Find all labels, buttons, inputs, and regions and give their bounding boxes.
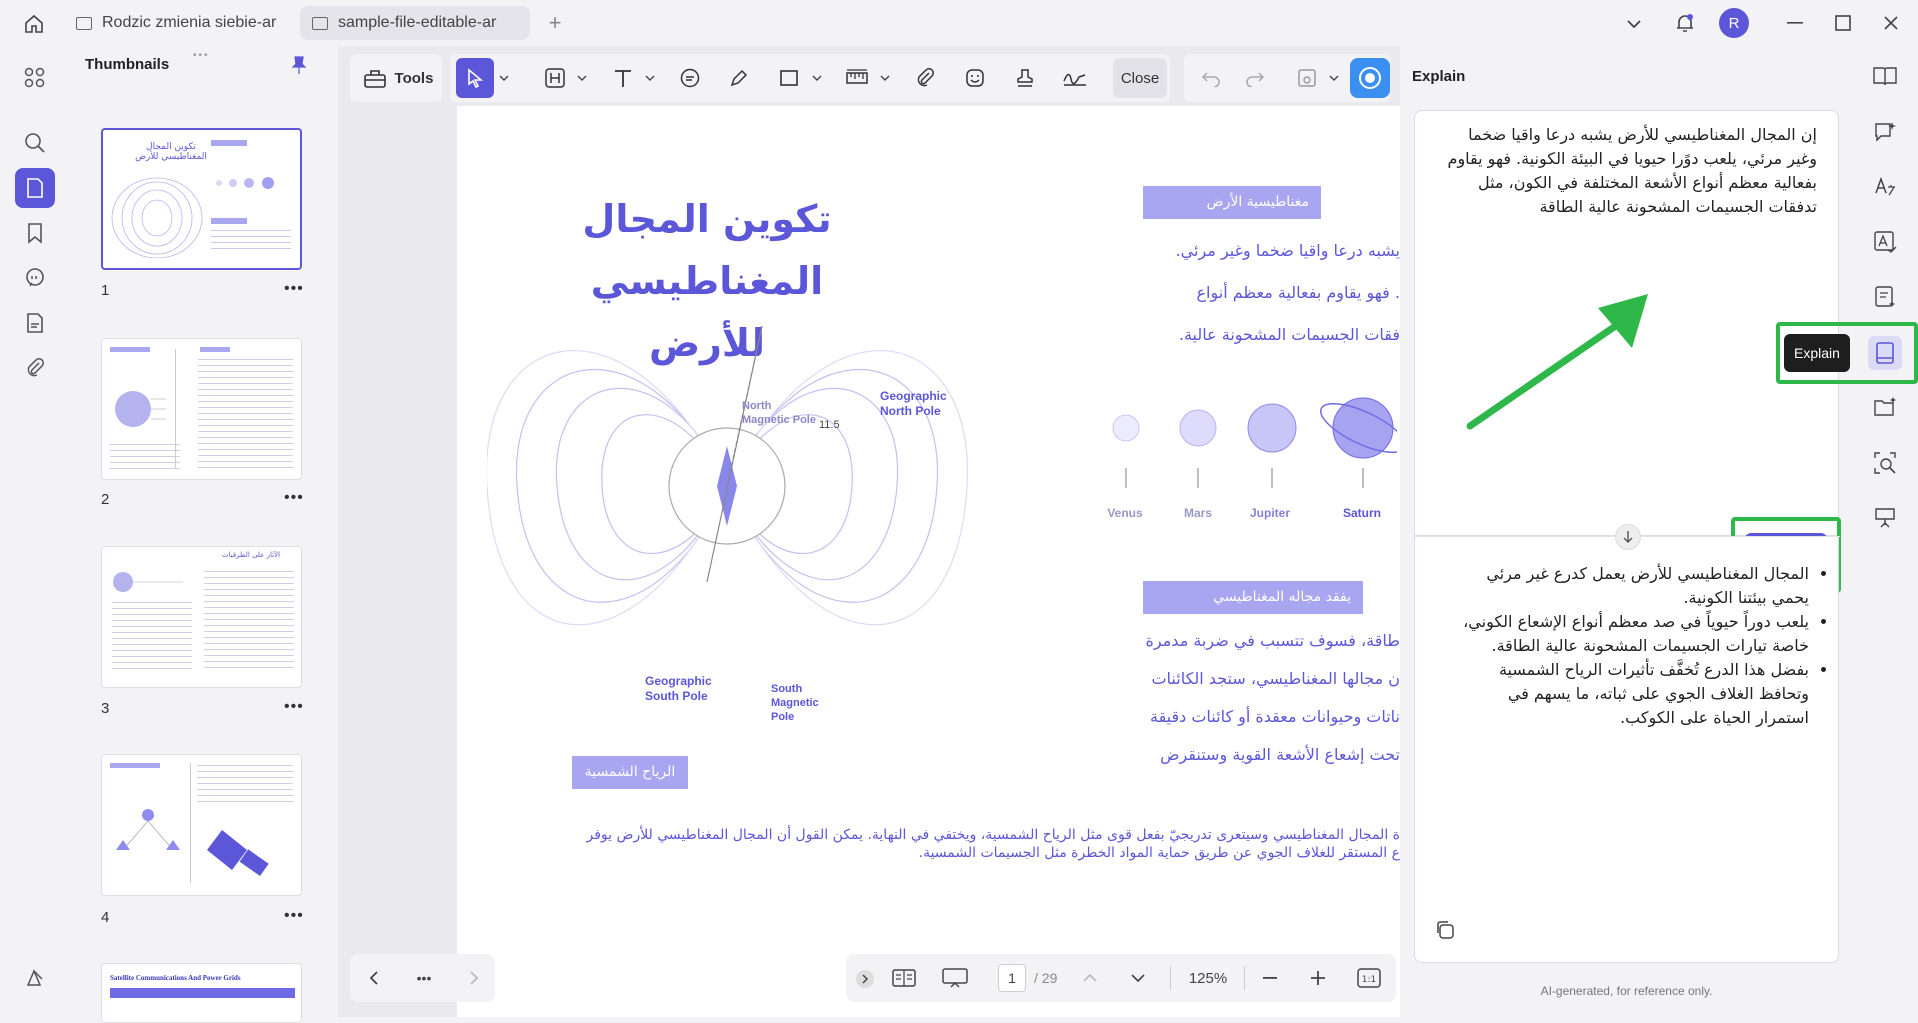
zoom-out-icon[interactable]	[1258, 964, 1282, 992]
section-heading: الرياح الشمسية	[572, 756, 688, 789]
explain-bullets	[1453, 562, 1829, 730]
more-options-icon[interactable]: •••	[284, 280, 304, 297]
stamp-icon[interactable]	[1008, 58, 1042, 98]
thumb-heading-bar	[200, 347, 230, 352]
more-icon[interactable]: •••	[416, 970, 432, 986]
panel-title: Thumbnails	[85, 56, 170, 73]
text-icon[interactable]	[606, 58, 640, 98]
thumb-planets	[213, 176, 298, 186]
thumb-satellite	[202, 830, 272, 880]
thumbnail-page-3[interactable]	[101, 546, 302, 688]
ai-disclaimer: AI-generated, for reference only.	[1540, 984, 1713, 998]
thumb-diagram	[107, 168, 217, 258]
select-cursor-button[interactable]	[456, 58, 494, 98]
copy-icon[interactable]	[1431, 916, 1459, 944]
section-text	[1057, 622, 1400, 774]
thumbnail-number: 3	[101, 700, 110, 717]
bottom-paragraph	[507, 826, 1400, 862]
explain-input-text: إن المجال المغناطيسي للأرض يشبه درعا واقيا ضخما وغير مرئي، يلعب دوًرا حيويا في البيئة الكونية. فهو يقاوم بفعالية معظم أنواع الأشعة المختلفة في الكون، مثل تدفقات الجسيمات المشحونة عالية الطاقة	[1447, 125, 1817, 216]
form-fields-icon[interactable]	[15, 303, 55, 343]
text-line: ناتات وحيوانات معقدة أو كائنات دقيقة	[1149, 707, 1400, 726]
tab-label: sample-file-editable-ar	[338, 14, 497, 31]
document-tab-icon	[312, 17, 328, 30]
paperclip-icon[interactable]	[908, 58, 942, 98]
title-bar	[0, 0, 1918, 46]
chevron-down-icon[interactable]	[574, 58, 590, 98]
theme-icon[interactable]	[15, 958, 55, 998]
folder-ai-icon[interactable]	[1868, 390, 1902, 424]
page-down-icon[interactable]	[1126, 964, 1150, 992]
chevron-down-icon[interactable]	[642, 58, 658, 98]
thumbnail-number: 1	[101, 282, 110, 299]
planet-venus	[1113, 415, 1139, 441]
apps-grid-icon[interactable]	[15, 58, 55, 98]
thumb-table-header	[110, 988, 295, 998]
divider	[1170, 966, 1171, 990]
avatar[interactable]: R	[1719, 8, 1749, 38]
zoom-in-icon[interactable]	[1306, 964, 1330, 992]
explain-book-icon[interactable]	[1868, 336, 1902, 370]
explain-panel	[1400, 46, 1848, 1017]
new-tab-button[interactable]: +	[548, 10, 562, 35]
tab-rodzic[interactable]	[64, 6, 294, 40]
thumb-text-lines	[211, 230, 291, 254]
thumb-text-lines	[112, 602, 192, 672]
presentation-ai-icon[interactable]	[1868, 500, 1902, 534]
explain-result-box	[1414, 536, 1839, 963]
search-icon[interactable]	[15, 123, 55, 163]
cursor-icon	[466, 68, 484, 88]
planet-jupiter	[1248, 404, 1296, 452]
thumbnail-panel	[70, 46, 338, 1017]
prev-page-icon[interactable]	[362, 964, 386, 992]
thumb-sun	[108, 567, 188, 597]
rectangle-icon[interactable]	[772, 58, 806, 98]
thumb-text-lines	[197, 765, 293, 805]
section-heading: يفقد مجاله المغناطيسي	[1143, 581, 1363, 614]
minimize-icon[interactable]	[1780, 10, 1810, 36]
text-line: طاقة، فسوف تتسبب في ضربة مدمرة	[1145, 631, 1400, 650]
text-line: ن مجالها المغناطيسي، ستجد الكائنات	[1151, 669, 1400, 688]
tilt-angle-label: 11.5	[819, 419, 840, 431]
pin-icon[interactable]	[288, 54, 310, 76]
planet-mars	[1180, 410, 1216, 446]
arrow-down-icon[interactable]	[1615, 524, 1641, 550]
ai-assistant-button[interactable]	[1350, 58, 1390, 98]
planet-label: Jupiter	[1249, 506, 1290, 520]
list-item: • المجال المغناطيسي للأرض يعمل كدرع غير مرئي يحمي بيئتنا الكونية.	[1453, 562, 1809, 610]
more-options-icon[interactable]: •••	[284, 489, 304, 506]
text-line: ة المجال المغناطيسي وسيتعرى تدريجيّ بفعل قوى مثل الرياح الشمسية، ويختفي في النهاية. يمكن القول أن المجال المغناطيسي للأرض يوفر	[586, 827, 1400, 843]
undo-icon[interactable]	[1194, 58, 1228, 98]
planet-saturn	[1333, 398, 1393, 458]
thumbnail-number: 2	[101, 491, 110, 508]
green-arrow	[1460, 276, 1670, 436]
grammar-check-icon[interactable]	[1868, 225, 1902, 259]
collapse-icon[interactable]	[856, 970, 874, 988]
attachment-icon[interactable]	[15, 348, 55, 388]
section-heading: مغناطيسية الأرض	[1143, 186, 1321, 219]
planet-label: Venus	[1107, 506, 1143, 520]
thumbnail-number: 4	[101, 909, 110, 926]
signature-icon[interactable]	[1057, 58, 1093, 98]
divider	[1244, 966, 1245, 990]
next-page-icon[interactable]	[462, 964, 486, 992]
redo-icon[interactable]	[1238, 58, 1272, 98]
chevron-down-icon[interactable]	[1326, 58, 1342, 98]
drag-handle-icon[interactable]: •••	[193, 50, 210, 61]
thumb-heading-bar	[110, 763, 160, 768]
document-tab-icon	[76, 17, 92, 30]
presentation-icon[interactable]	[940, 964, 970, 992]
list-item: • بفضل هذا الدرع تُخفَّف تأثيرات الرياح الشمسية وتحافظ الغلاف الجوي على ثباته، ما يسهم في استمرار الحياة على الكوكب.	[1453, 658, 1809, 730]
tools-button[interactable]	[358, 58, 438, 98]
highlighter-icon[interactable]	[722, 58, 756, 98]
panel-title: Explain	[1412, 68, 1466, 85]
sticker-icon[interactable]	[958, 58, 992, 98]
page-number-input[interactable]: 1	[998, 964, 1026, 992]
thumbnail-page-5[interactable]	[101, 963, 302, 1023]
bookmark-icon[interactable]	[15, 213, 55, 253]
thumb-text-lines	[204, 571, 294, 671]
more-options-icon[interactable]: •••	[284, 907, 304, 924]
zoom-level[interactable]: 125%	[1188, 969, 1228, 987]
scan-search-icon[interactable]	[1868, 446, 1902, 480]
translate-icon[interactable]	[1868, 170, 1902, 204]
toolbox-icon	[363, 67, 387, 89]
bell-icon[interactable]	[1670, 8, 1700, 38]
chevron-down-icon[interactable]	[877, 58, 893, 98]
tab-sample-file[interactable]	[300, 6, 530, 40]
total-pages: / 29	[1034, 970, 1058, 986]
thumbnail-page-2[interactable]	[101, 338, 302, 480]
thumb-title-line: المغناطيسي للأرض	[135, 152, 207, 162]
geographic-south-label: Geographic South Pole	[645, 674, 712, 703]
north-magnetic-label: North Magnetic Pole	[742, 400, 816, 426]
read-mode-icon[interactable]	[1868, 59, 1902, 93]
section-text	[1057, 230, 1400, 356]
thumbnail-page-4[interactable]	[101, 754, 302, 896]
south-magnetic-label: South Magnetic Pole	[771, 683, 819, 723]
ai-chat-icon[interactable]	[1868, 115, 1902, 149]
maximize-icon[interactable]	[1828, 10, 1858, 36]
thumb-heading-bar	[110, 347, 150, 352]
thumb-title-line: تكوين المجال	[146, 142, 196, 152]
thumb-divider	[175, 349, 176, 469]
page-layout-icon[interactable]	[890, 964, 918, 992]
heading-icon[interactable]	[538, 58, 572, 98]
thumb-heading-bar	[211, 140, 247, 146]
planet-label: Mars	[1183, 506, 1212, 520]
chevron-down-icon[interactable]	[809, 58, 825, 98]
tools-label: Tools	[394, 69, 434, 87]
thumbnail-page-1[interactable]	[101, 128, 302, 270]
magnetic-field-diagram	[487, 286, 1007, 706]
planet-label: Saturn	[1342, 506, 1381, 520]
page-title-line: المغناطيسي للأرض	[590, 259, 824, 365]
thumb-globe	[108, 384, 168, 434]
thumb-divider	[190, 763, 191, 883]
text-line: ع المستقر للغلاف الجوي عن طريق حماية المواد الخطرة مثل الجسيمات الشمسية.	[918, 845, 1400, 861]
measure-icon[interactable]	[840, 58, 874, 98]
comment-bubble-icon[interactable]	[673, 58, 707, 98]
pdf-page	[457, 106, 1400, 1017]
thumbnails-page-icon[interactable]	[15, 168, 55, 208]
close-window-icon[interactable]	[1876, 10, 1906, 36]
list-item: • يلعب دوراً حيوياً في صد معظم أنواع الإشعاع الكوني، خاصة تيارات الجسيمات المشحونة عالية الطاقة.	[1453, 610, 1809, 658]
explain-tooltip: Explain	[1784, 334, 1850, 372]
thumb-heading: Satellite Communications And Power Grids	[110, 974, 241, 982]
geographic-north-label: Geographic North Pole	[880, 389, 947, 418]
text-line: يشبه درعا واقيا ضخما وغير مرئي.	[1175, 241, 1400, 260]
text-line: . فهو يقاوم بفعالية معظم أنواع	[1196, 283, 1400, 302]
chevron-down-icon[interactable]	[1620, 10, 1648, 38]
svg-text:1:1: 1:1	[1361, 975, 1377, 985]
page-up-icon[interactable]	[1078, 964, 1102, 992]
thumb-text-lines	[110, 444, 180, 472]
chevron-down-icon[interactable]	[496, 58, 512, 98]
save-icon[interactable]	[1290, 58, 1324, 98]
text-line: فقات الجسيمات المشحونة عالية.	[1178, 325, 1400, 344]
ai-assistant-icon	[1357, 65, 1383, 91]
comment-icon[interactable]	[15, 258, 55, 298]
more-options-icon[interactable]: •••	[284, 698, 304, 715]
summarize-icon[interactable]	[1868, 280, 1902, 314]
thumb-heading-bar	[211, 218, 247, 224]
page-title-line: تكوين المجال	[582, 197, 832, 241]
tab-label: Rodzic zmienia siebie-ar	[102, 14, 277, 31]
thumb-network	[108, 805, 188, 865]
home-icon[interactable]	[18, 8, 50, 40]
thumb-title: الآثار على الطرقيات	[222, 551, 281, 559]
close-toolbar-button[interactable]: Close	[1113, 58, 1167, 98]
thumb-text-lines	[198, 359, 293, 469]
text-line: تحت إشعاع الأشعة القوية وستنقرض	[1160, 745, 1400, 764]
left-rail	[0, 46, 70, 1017]
actual-size-icon[interactable]	[1356, 966, 1382, 990]
